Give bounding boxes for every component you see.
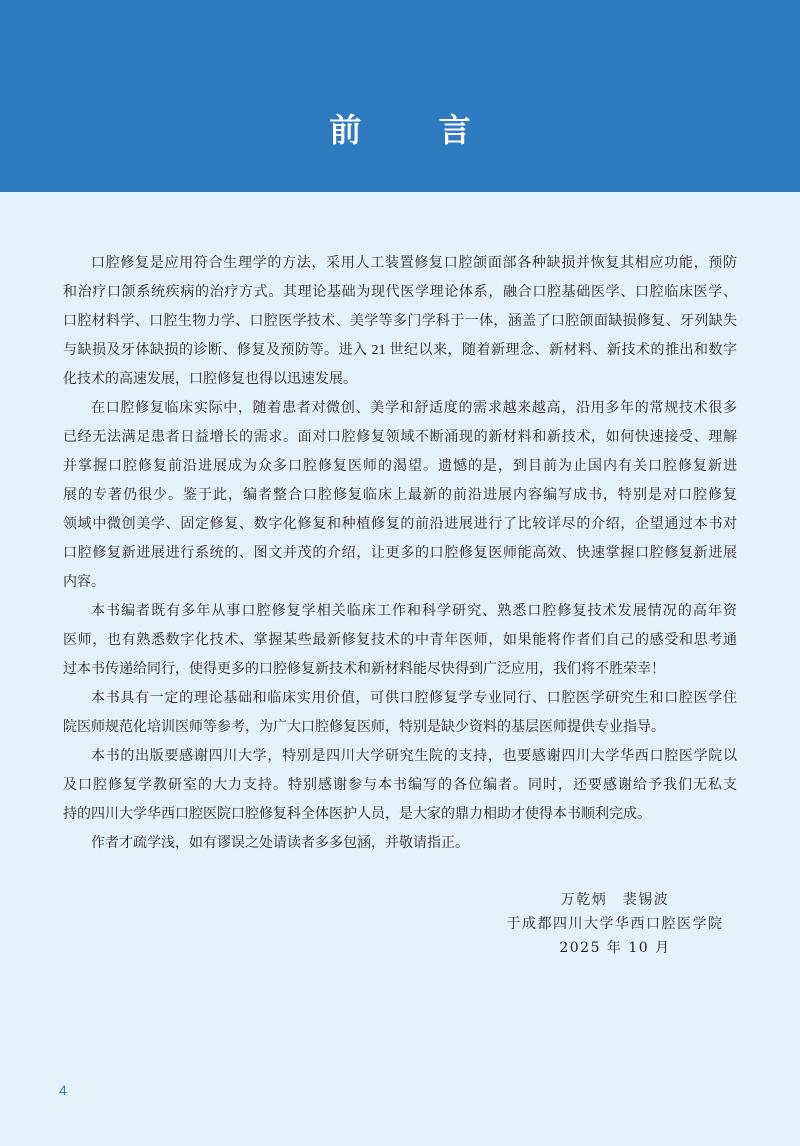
signature-block [500,888,730,960]
paragraph [63,742,737,829]
text-line: 已经无法满足患者日益增长的需求。面对口腔修复领域不断涌现的新材料和新技术，如何快速接受、理解 [63,430,737,445]
text-line: 展的专著仍很少。鉴于此，编者整合口腔修复临床上最新的前沿进展内容编写成书，特别是对口腔修复 [63,488,737,503]
text-line: 内容。 [63,575,105,590]
text-line: 及口腔修复学教研室的大力支持。特别感谢参与本书编写的各位编者。同时，还要感谢给予我们无私支 [63,778,737,793]
text-line: 院医师规范化培训医师等参考，为广大口腔修复医师，特别是缺少资料的基层医师提供专业指导。 [63,720,665,735]
page-number: 4 [59,1082,67,1098]
text-line: 医师，也有熟悉数字化技术、掌握某些最新修复技术的中青年医师，如果能将作者们自己的感受和思考通 [63,633,737,648]
text-line: 本书的出版要感谢四川大学，特别是四川大学研究生院的支持，也要感谢四川大学华西口腔医学院以 [91,749,737,764]
text-line: 口腔修复是应用符合生理学的方法，采用人工装置修复口腔颌面部各种缺损并恢复其相应功能，预防 [91,256,737,271]
text-line: 持的四川大学华西口腔医院口腔修复科全体医护人员，是大家的鼎力相助才使得本书顺利完成。 [63,807,651,822]
paragraph [63,684,737,742]
header-band [0,0,800,192]
text-line: 在口腔修复临床实际中，随着患者对微创、美学和舒适度的需求越来越高，沿用多年的常规技术很多 [91,401,737,416]
text-line: 与缺损及牙体缺损的诊断、修复及预防等。进入 21 世纪以来，随着新理念、新材料、新技术的推出和数字 [63,343,737,358]
text-line: 过本书传递给同行，使得更多的口腔修复新技术和新材料能尽快得到广泛应用，我们将不胜荣幸！ [63,662,665,677]
text-line: 化技术的高速发展，口腔修复也得以迅速发展。 [63,372,357,387]
paragraph [63,829,737,858]
text-line: 本书具有一定的理论基础和临床实用价值，可供口腔修复学专业同行、口腔医学研究生和口腔医学住 [91,691,737,706]
page-title: 前 言 [329,111,504,149]
signature-authors: 万乾炳 裴锡波 [560,892,670,908]
preface-body [63,249,737,858]
paragraph [63,597,737,684]
paragraph [63,249,737,394]
paragraph [63,394,737,597]
text-line: 口腔修复新进展进行系统的、图文并茂的介绍，让更多的口腔修复医师能高效、快速掌握口腔修复新进展 [63,546,737,561]
text-line: 并掌握口腔修复前沿进展成为众多口腔修复医师的渴望。遗憾的是，到目前为止国内有关口腔修复新进 [63,459,737,474]
text-line: 和治疗口颌系统疾病的治疗方式。其理论基础为现代医学理论体系，融合口腔基础医学、口腔临床医学、 [63,285,737,300]
text-line: 口腔材料学、口腔生物力学、口腔医学技术、美学等多门学科于一体，涵盖了口腔颌面缺损修复、牙列缺失 [63,314,737,329]
text-line: 领域中微创美学、固定修复、数字化修复和种植修复的前沿进展进行了比较详尽的介绍，企望通过本书对 [63,517,737,532]
text-line: 作者才疏学浅，如有谬误之处请读者多多包涵，并敬请指正。 [91,836,469,851]
signature-place: 于成都四川大学华西口腔医学院 [506,916,724,932]
text-line: 本书编者既有多年从事口腔修复学相关临床工作和科学研究、熟悉口腔修复技术发展情况的高年资 [91,604,737,619]
signature-date: 2025 年 10 月 [559,940,671,956]
